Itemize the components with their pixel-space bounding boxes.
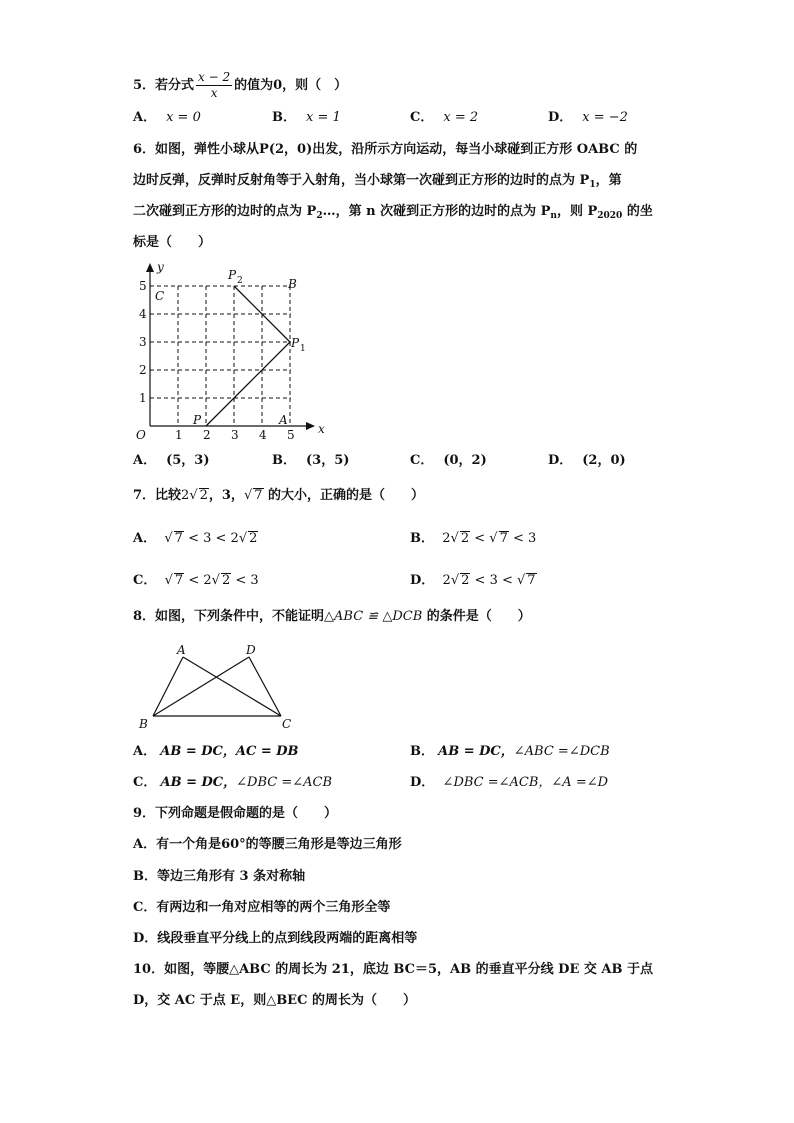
q8-point-b: B [139, 717, 148, 731]
svg-text:1: 1 [300, 344, 306, 354]
q7-stem: 7．比较2√ 2，3，√ 7 的大小，正确的是（ ） [133, 488, 425, 503]
q6-stem-line4: 标是（ ） [133, 235, 212, 250]
q5-option-a[interactable]: A． x = 0 [133, 110, 201, 125]
q7-option-b[interactable]: B． 2√ 2 < √ 7 < 3 [410, 531, 537, 546]
q9-option-c[interactable]: C．有两边和一角对应相等的两个三角形全等 [133, 900, 391, 915]
point-p-label: P [193, 413, 202, 427]
q8-option-b[interactable]: B． AB = DC，∠ABC =∠DCB [410, 744, 610, 759]
svg-text:1: 1 [139, 391, 147, 405]
q9-option-a[interactable]: A．有一个角是60°的等腰三角形是等边三角形 [133, 837, 402, 852]
q5-option-c[interactable]: C． x = 2 [410, 110, 479, 125]
q8-figure-triangles [133, 640, 303, 732]
q6-figure-grid [133, 258, 333, 443]
q7-option-c[interactable]: C． √ 7 < 2√ 2 < 3 [133, 573, 259, 588]
point-c-label: C [155, 289, 165, 303]
q10-stem-line2: D，交 AC 于点 E，则△BEC 的周长为（ ） [133, 993, 416, 1008]
q6-option-c[interactable]: C． (0，2) [410, 453, 487, 468]
svg-text:2: 2 [139, 363, 147, 377]
q8-stem: 8．如图，下列条件中，不能证明△ABC ≌ △DCB 的条件是（ ） [133, 609, 531, 624]
q7-option-a[interactable]: A． √ 7 < 3 < 2√ 2 [133, 531, 258, 546]
svg-text:3: 3 [139, 335, 147, 349]
svg-text:2: 2 [203, 428, 211, 442]
q9-option-d[interactable]: D．线段垂直平分线上的点到线段两端的距离相等 [133, 931, 418, 946]
q8-option-a[interactable]: A． AB = DC，AC = DB [133, 744, 299, 759]
q5-option-d[interactable]: D． x = −2 [548, 110, 628, 125]
y-axis-label: y [157, 260, 164, 274]
q10-stem-line1: 10．如图，等腰△ABC 的周长为 21，底边 BC＝5，AB 的垂直平分线 DE 交 AB 于点 [133, 962, 654, 977]
q5-stem: 5．若分式 $\frac{x - 2}{x}$ 的值为0，则（ ） [133, 70, 348, 100]
q5-fraction: $\frac{x - 2}{x}$ [198, 70, 231, 100]
q7-option-d[interactable]: D． 2√ 2 < 3 < √ 7 [410, 573, 536, 588]
svg-text:4: 4 [139, 307, 147, 321]
svg-text:1: 1 [175, 428, 183, 442]
q8-point-c: C [282, 717, 292, 731]
q6-stem-line1: 6．如图，弹性小球从P(2，0)出发，沿所示方向运动，每当小球碰到正方形 OABC 的 [133, 142, 638, 157]
point-a-label: A [279, 413, 288, 427]
svg-text:5: 5 [287, 428, 295, 442]
svg-text:5: 5 [139, 279, 147, 293]
q9-option-b[interactable]: B．等边三角形有 3 条对称轴 [133, 869, 306, 884]
svg-text:4: 4 [259, 428, 267, 442]
q6-option-b[interactable]: B． (3，5) [272, 453, 350, 468]
q8-option-c[interactable]: C． AB = DC，∠DBC =∠ACB [133, 775, 333, 790]
q6-stem-line2: 边时反弹，反弹时反射角等于入射角，当小球第一次碰到正方形的边时的点为 $P_1$，第 [133, 173, 622, 190]
q8-option-d[interactable]: D． ∠DBC =∠ACB，∠A =∠D [410, 775, 609, 790]
q6-stem-line3: 二次碰到正方形的边时的点为 $P_2\dots$，第 n 次碰到正方形的边时的点为 $P_n$，则 $P_{2020}$ 的坐 [133, 204, 653, 221]
q8-point-a: A [177, 643, 186, 657]
q6-option-d[interactable]: D． (2，0) [548, 453, 626, 468]
point-p2-label: P [228, 268, 237, 282]
q8-point-d: D [246, 643, 256, 657]
q5-option-b[interactable]: B． x = 1 [272, 110, 341, 125]
svg-text:2: 2 [237, 276, 243, 286]
point-b-label: B [288, 277, 297, 291]
q6-option-a[interactable]: A． (5，3) [133, 453, 210, 468]
q9-stem: 9．下列命题是假命题的是（ ） [133, 806, 338, 821]
svg-text:3: 3 [231, 428, 239, 442]
x-axis-label: x [318, 422, 325, 436]
point-p1-label: P [291, 336, 300, 350]
origin-label: O [136, 428, 146, 442]
